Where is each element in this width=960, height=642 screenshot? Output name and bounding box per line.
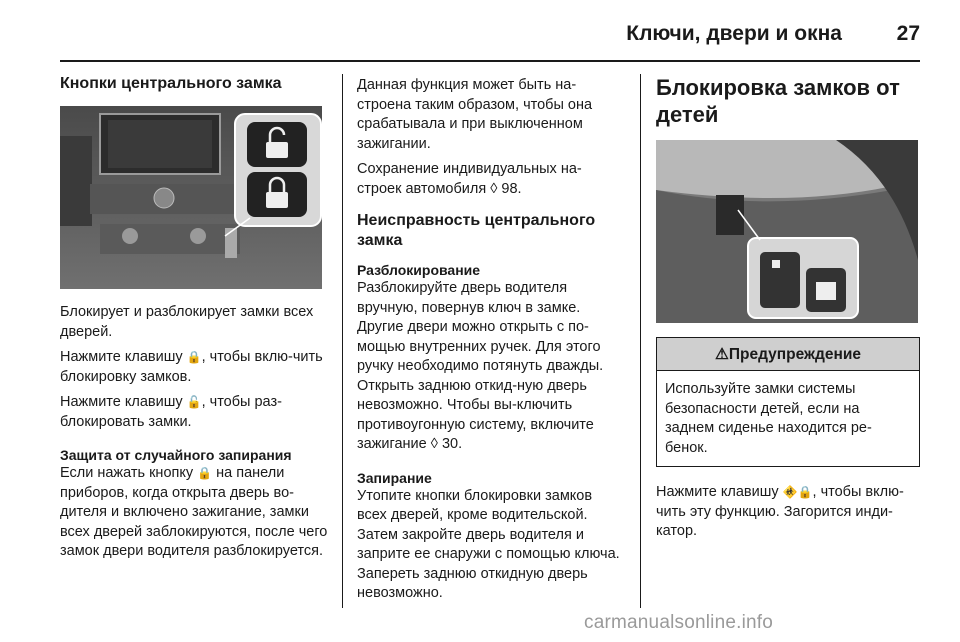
section-heading: Кнопки центрального замка <box>60 75 282 92</box>
paragraph: Разблокируйте дверь водителя вручную, повернув ключ в замке. Другие двери можно открыть с по-мощью внутренних ручек. Для этого ручку необходимо потянуть дважды. Открыть заднюю откид-ную дверь невозможно. Чтобы вы-ключить противоугонную систему, включите зажигание ◊ 30. <box>357 280 604 452</box>
warning-icon: ⚠ <box>715 346 729 363</box>
chapter-title: Ключи, двери и окна <box>626 22 842 45</box>
section-heading: Неисправность центрального замка <box>357 212 596 249</box>
paragraph: Утопите кнопки блокировки замков всех дверей, кроме водительской. Затем закройте дверь водителя и заприте ее снаружи с помощью ключа. Запереть заднюю откидную дверь невозможно. <box>357 487 620 601</box>
paragraph: Если нажать кнопку 🔒 на панели приборов, когда открыта дверь во-дителя и включено зажигание, замки всех дверей заблокируются, после чего замок двери водителя разблокируется. <box>60 465 328 559</box>
column-3 <box>656 74 921 548</box>
paragraph: Нажмите клавишу 🔒, чтобы вклю-чить блокировку замков. <box>60 349 323 385</box>
subsection-heading: Разблокирование <box>357 262 481 278</box>
subsection-heading: Защита от случайного запирания <box>60 447 292 463</box>
warning-box <box>656 337 920 467</box>
column-divider <box>342 74 343 608</box>
child-lock-icon: 🚸🔒 <box>782 485 813 499</box>
paragraph: Сохранение индивидуальных на-строек автомобиля ◊ 98. <box>357 161 582 197</box>
subsection-heading: Запирание <box>357 469 432 486</box>
page-number: 27 <box>896 22 920 45</box>
column-divider <box>640 74 641 608</box>
watermark: carmanualsonline.info <box>584 612 774 633</box>
child-lock-button-image <box>656 140 918 323</box>
page-header <box>60 12 920 62</box>
paragraph: Нажмите клавишу 🚸🔒, чтобы вклю-чить эту функцию. Загорится инди-катор. <box>656 484 904 539</box>
paragraph: Данная функция может быть на-строена таким образом, чтобы она срабатывала и при выключенном зажигании. <box>357 77 593 152</box>
section-heading: Блокировка замков от детей <box>656 75 900 127</box>
column-2 <box>357 76 625 610</box>
paragraph: Блокирует и разблокирует замки всех дверей. <box>60 304 314 340</box>
lock-icon: 🔒 <box>197 466 213 480</box>
column-1 <box>60 74 330 568</box>
lock-icon: 🔒 <box>186 350 202 364</box>
unlock-icon: 🔓 <box>186 395 202 409</box>
paragraph: Нажмите клавишу 🔓, чтобы раз-блокировать замки. <box>60 394 282 430</box>
warning-header: ⚠Предупреждение <box>657 338 919 371</box>
central-lock-panel-image <box>60 106 322 289</box>
warning-text: Используйте замки системы безопасности детей, если на заднем сиденье находится ре-бенок. <box>665 381 872 456</box>
